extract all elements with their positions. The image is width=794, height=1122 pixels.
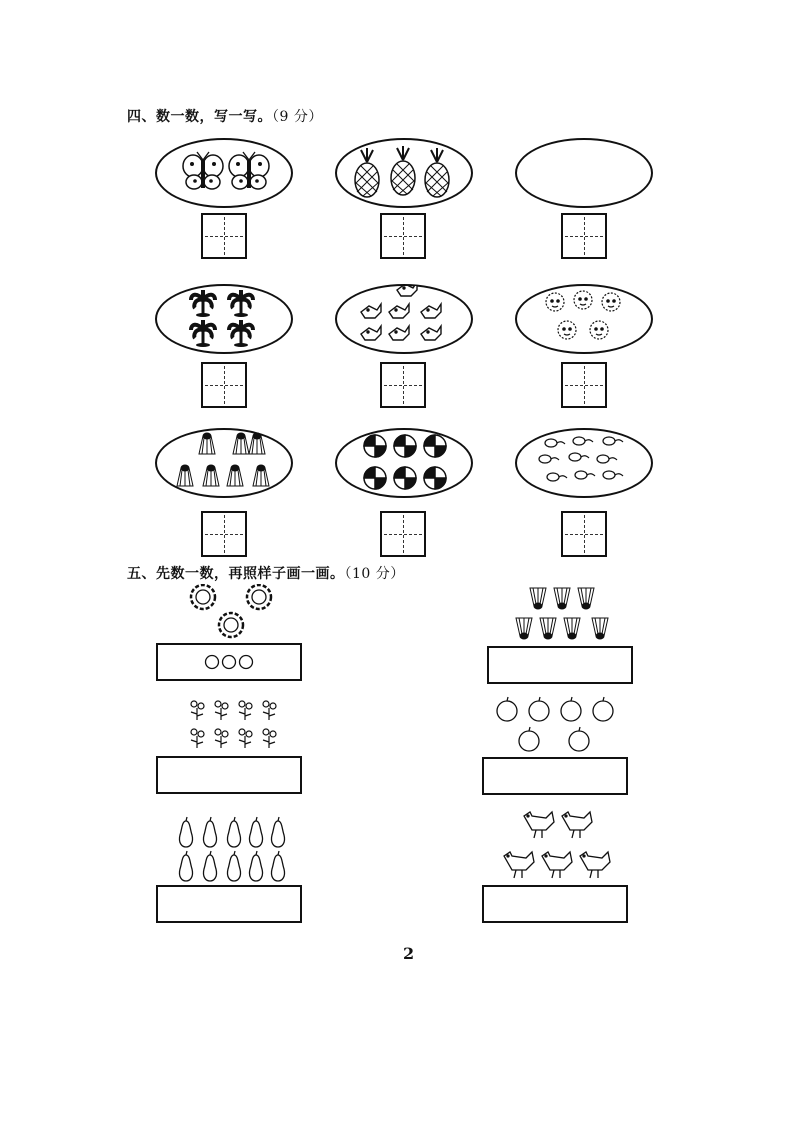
sunflower-icon	[191, 585, 215, 609]
tadpole-icon	[539, 455, 559, 463]
bird-icon	[389, 326, 409, 340]
example-circles	[158, 645, 300, 679]
sunflower-group	[186, 584, 278, 640]
drawing-box-pears[interactable]	[156, 885, 302, 923]
shuttlecock-icon	[540, 618, 556, 639]
picture-oval-empty	[515, 138, 653, 208]
bird-group	[337, 286, 471, 352]
tadpole-icon	[603, 471, 623, 479]
palm-tree-icon	[191, 320, 215, 347]
palm-tree-icon	[229, 320, 253, 347]
bird-icon	[361, 326, 381, 340]
answer-box-pineapples[interactable]	[380, 213, 426, 259]
pear-icon	[203, 817, 216, 847]
picture-oval-balls	[335, 428, 473, 498]
section-5-title: 五、先数一数，再照样子画一画。	[127, 566, 345, 582]
shuttlecock-icon	[592, 618, 608, 639]
answer-box-butterflies[interactable]	[201, 213, 247, 259]
ball-icon	[424, 467, 446, 489]
shuttlecock-icon	[203, 465, 219, 486]
section-4-title: 四、数一数，写一写。	[127, 109, 272, 125]
rooster-group	[498, 808, 618, 884]
ball-icon	[394, 435, 416, 457]
bird-icon	[421, 326, 441, 340]
shuttlecock-icon	[199, 433, 215, 454]
apple-icon	[561, 697, 581, 721]
apple-icon	[529, 697, 549, 721]
rooster-icon	[524, 812, 554, 838]
answer-box-balls[interactable]	[380, 511, 426, 557]
sunflower-icon	[219, 613, 243, 637]
shuttlecock-icon	[253, 465, 269, 486]
answer-box-birds[interactable]	[380, 362, 426, 408]
ball-icon	[364, 435, 386, 457]
pear-icon	[227, 817, 240, 847]
flower-icon	[191, 701, 204, 720]
drawing-box-sunflowers[interactable]	[156, 643, 302, 681]
picture-oval-shuttlecocks	[155, 428, 293, 498]
apple-icon	[593, 697, 613, 721]
drawing-box-apples[interactable]	[482, 757, 628, 795]
picture-oval-butterflies	[155, 138, 293, 208]
answer-box-palm-trees[interactable]	[201, 362, 247, 408]
ball-icon	[364, 467, 386, 489]
pineapple-icon	[391, 146, 415, 195]
tadpole-icon	[603, 437, 623, 445]
tadpole-group	[517, 430, 651, 496]
hedgehog-icon	[602, 293, 620, 311]
bird-icon	[389, 304, 409, 318]
drawing-box-flowers[interactable]	[156, 756, 302, 794]
palm-tree-group	[157, 286, 291, 352]
section-5-heading	[127, 563, 405, 583]
butterfly-group	[157, 140, 291, 206]
answer-box-hedgehogs[interactable]	[561, 362, 607, 408]
bird-icon	[421, 304, 441, 318]
shuttlecock-icon	[564, 618, 580, 639]
pear-icon	[179, 851, 192, 881]
sunflower-icon	[247, 585, 271, 609]
pear-icon	[271, 851, 284, 881]
shuttlecock-icon	[530, 588, 546, 609]
flower-icon	[263, 701, 276, 720]
shuttlecock-icon	[578, 588, 594, 609]
rooster-icon	[562, 812, 592, 838]
bird-icon	[361, 304, 381, 318]
pineapple-icon	[355, 148, 379, 197]
picture-oval-pineapples	[335, 138, 473, 208]
butterfly-icon	[183, 152, 223, 189]
picture-oval-palm-trees	[155, 284, 293, 354]
apple-icon	[569, 727, 589, 751]
apple-group	[494, 696, 624, 756]
flower-icon	[215, 701, 228, 720]
palm-tree-icon	[191, 290, 215, 317]
ball-icon	[424, 435, 446, 457]
butterfly-icon	[229, 152, 269, 189]
shuttlecock-icon	[554, 588, 570, 609]
drawing-box-shuttlecocks[interactable]	[487, 646, 633, 684]
pear-icon	[203, 851, 216, 881]
shuttlecock-icon	[227, 465, 243, 486]
section-4-points: （9 分）	[272, 109, 323, 125]
answer-box-empty[interactable]	[561, 213, 607, 259]
picture-oval-birds	[335, 284, 473, 354]
section-5-points: （10 分）	[344, 566, 405, 582]
flower-icon	[239, 729, 252, 748]
shuttlecock-icon	[177, 465, 193, 486]
pear-icon	[227, 851, 240, 881]
flower-icon	[239, 701, 252, 720]
pear-group	[174, 815, 294, 885]
tadpole-icon	[569, 453, 589, 461]
ball-icon	[394, 467, 416, 489]
tadpole-icon	[547, 473, 567, 481]
drawing-box-roosters[interactable]	[482, 885, 628, 923]
flower-group	[186, 698, 282, 754]
flower-icon	[191, 729, 204, 748]
palm-tree-icon	[229, 290, 253, 317]
picture-oval-hedgehogs	[515, 284, 653, 354]
shuttlecock-group	[157, 430, 291, 496]
tadpole-icon	[545, 439, 565, 447]
page-number: 2	[403, 944, 415, 963]
flower-icon	[215, 729, 228, 748]
hedgehog-group	[517, 286, 651, 352]
rooster-icon	[504, 852, 534, 878]
pear-icon	[249, 851, 262, 881]
answer-box-shuttlecocks[interactable]	[201, 511, 247, 557]
flower-icon	[263, 729, 276, 748]
hedgehog-icon	[546, 293, 564, 311]
shuttlecock-icon	[516, 618, 532, 639]
pear-icon	[271, 817, 284, 847]
answer-box-tadpoles[interactable]	[561, 511, 607, 557]
picture-oval-tadpoles	[515, 428, 653, 498]
hedgehog-icon	[574, 291, 592, 309]
tadpole-icon	[597, 455, 617, 463]
tadpole-icon	[575, 471, 595, 479]
pear-icon	[179, 817, 192, 847]
pineapple-icon	[425, 148, 449, 197]
rooster-icon	[580, 852, 610, 878]
hedgehog-icon	[558, 321, 576, 339]
pear-icon	[249, 817, 262, 847]
apple-icon	[497, 697, 517, 721]
section-4-heading	[127, 106, 323, 126]
hedgehog-icon	[590, 321, 608, 339]
shuttlecock-icon	[249, 433, 265, 454]
pineapple-group	[337, 140, 471, 206]
apple-icon	[519, 727, 539, 751]
ball-group	[337, 430, 471, 496]
shuttlecock-icon	[233, 433, 249, 454]
bird-icon	[397, 286, 417, 296]
rooster-icon	[542, 852, 572, 878]
tadpole-icon	[573, 437, 593, 445]
shuttlecock-group-2	[510, 584, 614, 644]
